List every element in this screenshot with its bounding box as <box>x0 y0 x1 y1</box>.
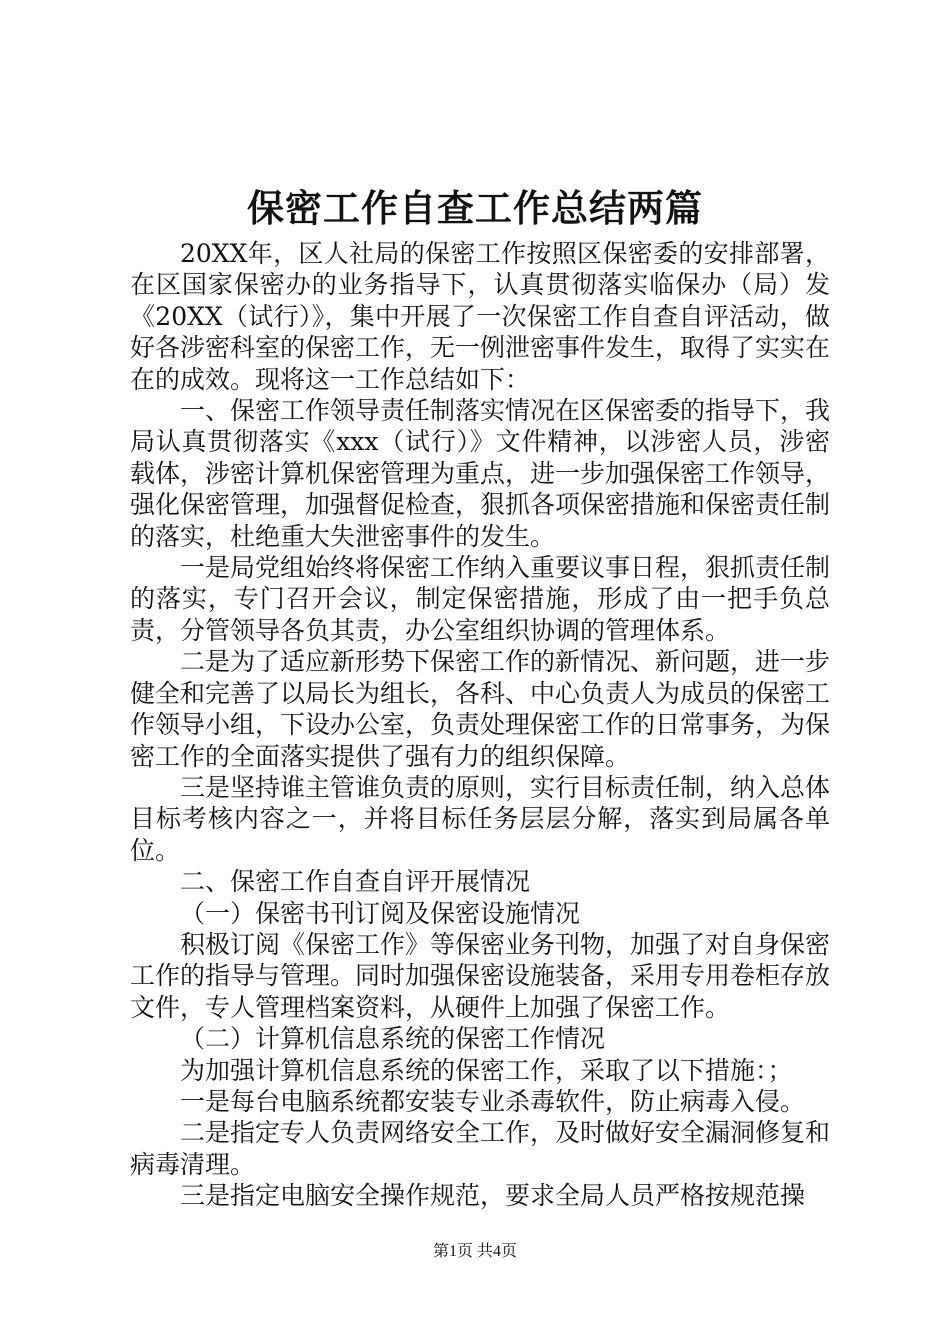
paragraph-measure-1: 一是每台电脑系统都安装专业杀毒软件，防止病毒入侵。 <box>180 1086 806 1116</box>
paragraph-item-3: 三是坚持谁主管谁负责的原则，实行目标责任制，纳入总体目标考核内容之一，并将目标任务层层分解，落实到局属各单位。 <box>130 772 831 865</box>
paragraph-section-1: 一、保密工作领导责任制落实情况在区保密委的指导下，我局认真贯彻落实《xxx（试行）》文件精神，以涉密人员，涉密载体，涉密计算机保密管理为重点，进一步加强保密工作领导，强化保密管理，加强督促检查，狠抓各项保密措施和保密责任制的落实，杜绝重大失泄密事件的发生。 <box>130 396 831 551</box>
paragraph-measure-3: 三是指定电脑安全操作规范，要求全局人员严格按规范操 <box>180 1181 806 1211</box>
paragraph-measures-intro: 为加强计算机信息系统的保密工作，采取了以下措施：； <box>180 1055 793 1085</box>
paragraph-item-2: 二是为了适应新形势下保密工作的新情况、新问题，进一步健全和完善了以局长为组长，各科、中心负责人为成员的保密工作领导小组，下设办公室，负责处理保密工作的日常事务，为保密工作的全面落实提供了强有力的组织保障。 <box>130 647 831 771</box>
subsection-heading-1: （一）保密书刊订阅及保密设施情况 <box>180 898 581 928</box>
page-number-footer: 第1页 共4页 <box>432 1243 517 1260</box>
document-body <box>130 238 830 1212</box>
paragraph-item-1: 一是局党组始终将保密工作纳入重要议事日程，狠抓责任制的落实，专门召开会议，制定保密措施，形成了由一把手负总责，分管领导各负其责，办公室组织协调的管理体系。 <box>130 553 831 645</box>
paragraph-measure-2: 二是指定专人负责网络安全工作，及时做好安全漏洞修复和病毒清理。 <box>130 1118 831 1179</box>
paragraph-intro: 20XX年，区人社局的保密工作按照区保密委的安排部署，在区国家保密办的业务指导下，认真贯彻落实临保办（局）发《20XX（试行）》，集中开展了一次保密工作自查自评活动，做好各涉密科室的保密工作，无一例泄密事件发生，取得了实实在在的成效。现将这一工作总结如下： <box>130 239 831 394</box>
section-heading-2: 二、保密工作自查自评开展情况 <box>180 867 531 897</box>
paragraph-subscription: 积极订阅《保密工作》等保密业务刊物，加强了对自身保密工作的指导与管理。同时加强保密设施装备，采用专用卷柜存放文件，专人管理档案资料，从硬件上加强了保密工作。 <box>130 929 831 1022</box>
subsection-heading-2: （二）计算机信息系统的保密工作情况 <box>180 1024 606 1054</box>
document-title: 保密工作自查工作总结两篇 <box>247 186 703 230</box>
